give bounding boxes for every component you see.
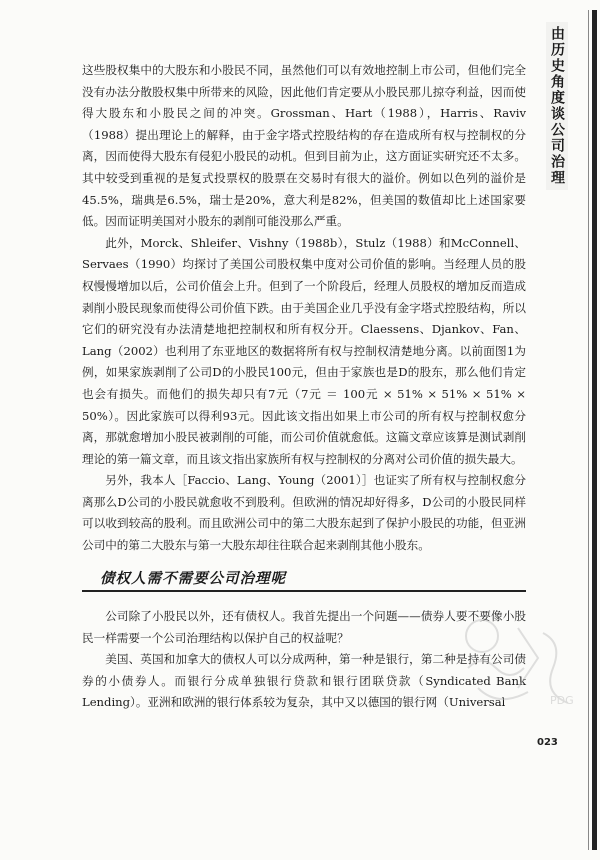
page-number: 023 <box>537 737 558 748</box>
watermark-logo <box>448 608 588 718</box>
section-heading: 债权人需不需要公司治理呢 <box>100 571 286 587</box>
paragraph: 公司除了小股民以外，还有债权人。我首先提出一个问题——债券人要不要像小股民一样需要一个公司治理结构以保护自己的权益呢？ <box>82 609 526 645</box>
body-text <box>82 60 526 557</box>
paragraph: 这些股权集中的大股东和小股民不同，虽然他们可以有效地控制上市公司，但他们完全没有办法分散股权集中所带来的风险，因此他们肯定要从小股民那儿掠夺利益，因而使得大股东和小股民之间的冲突。Grossman、Hart（1988），Harris、Raviv（1988）提出理论上的解释，由于金字塔式控股结构的存在造成所有权与控制权的分离，因而使得大股东有侵犯小股民的动机。但到目前为止，这方面证实研究还不太多。其中较受到重视的是复式投票权的股票在交易时有很大的溢价。例如以色列的溢价是45.5%，瑞典是6.5%，瑞士是20%，意大利是82%，但美国的数值却比上述国家要低。因而证明美国对小股东的剥削可能没那么严重。 <box>82 63 526 229</box>
margin-thin-rule <box>588 10 589 850</box>
heading-rule <box>82 590 526 592</box>
paragraph: 此外，Morck、Shleifer、Vishny（1988b），Stulz（1988）和McConnell、Servaes（1990）均探讨了美国公司股权集中度对公司价值的影响。当经理人员的股权慢慢增加以后，公司价值会上升。但到了一个阶段后，经理人员股权的增加反而造成剥削小股民现象而使得公司价值下跌。由于美国企业几乎没有金字塔式控股结构，所以它们的研究没有办法清楚地把控制权和所有权分开。Claessens、Djankov、Fan、Lang（2002）也利用了东亚地区的数据将所有权与控制权清楚地分离。以前面图1为例，如果家族剥削了公司D的小股民100元，但由于家族也是D的股东，那么他们肯定也会有损失。而他们的损失却只有7元（7元 ＝ 100元 × 51% × 51% × 51% × 50%）。因此家族可以得利93元。因此该文指出如果上市公司的所有权与控制权愈分离，那就愈增加小股民被剥削的可能，而公司价值就愈低。这篇文章应该算是测试剥削理论的第一篇文章，而且该文指出家族所有权与控制权的分离对公司价值的损失最大。 <box>82 235 526 466</box>
paragraph: 另外，我本人［Faccio、Lang、Young（2001）］也证实了所有权与控制权愈分离那么D公司的小股民就愈收不到股利。但欧洲的情况却好得多，D公司的小股民同样可以收到较高的股利。而且欧洲公司中的第二大股东起到了保护小股民的功能，但亚洲公司中的第二大股东与第一大股东却往往联合起来剥削其他小股东。 <box>82 473 526 553</box>
watermark-text: PDG <box>550 694 574 707</box>
margin-thick-rule <box>592 10 597 850</box>
paragraph: 美国、英国和加拿大的债权人可以分成两种，第一种是银行，第二种是持有公司债券的小债券人。而银行分成单独银行贷款和银行团联贷款（Syndicated Bank Lending）。亚洲和欧洲的银行体系较为复杂，其中又以德国的银行网（Universal <box>82 652 526 710</box>
running-title: 由历史角度谈公司治理 <box>546 22 568 190</box>
